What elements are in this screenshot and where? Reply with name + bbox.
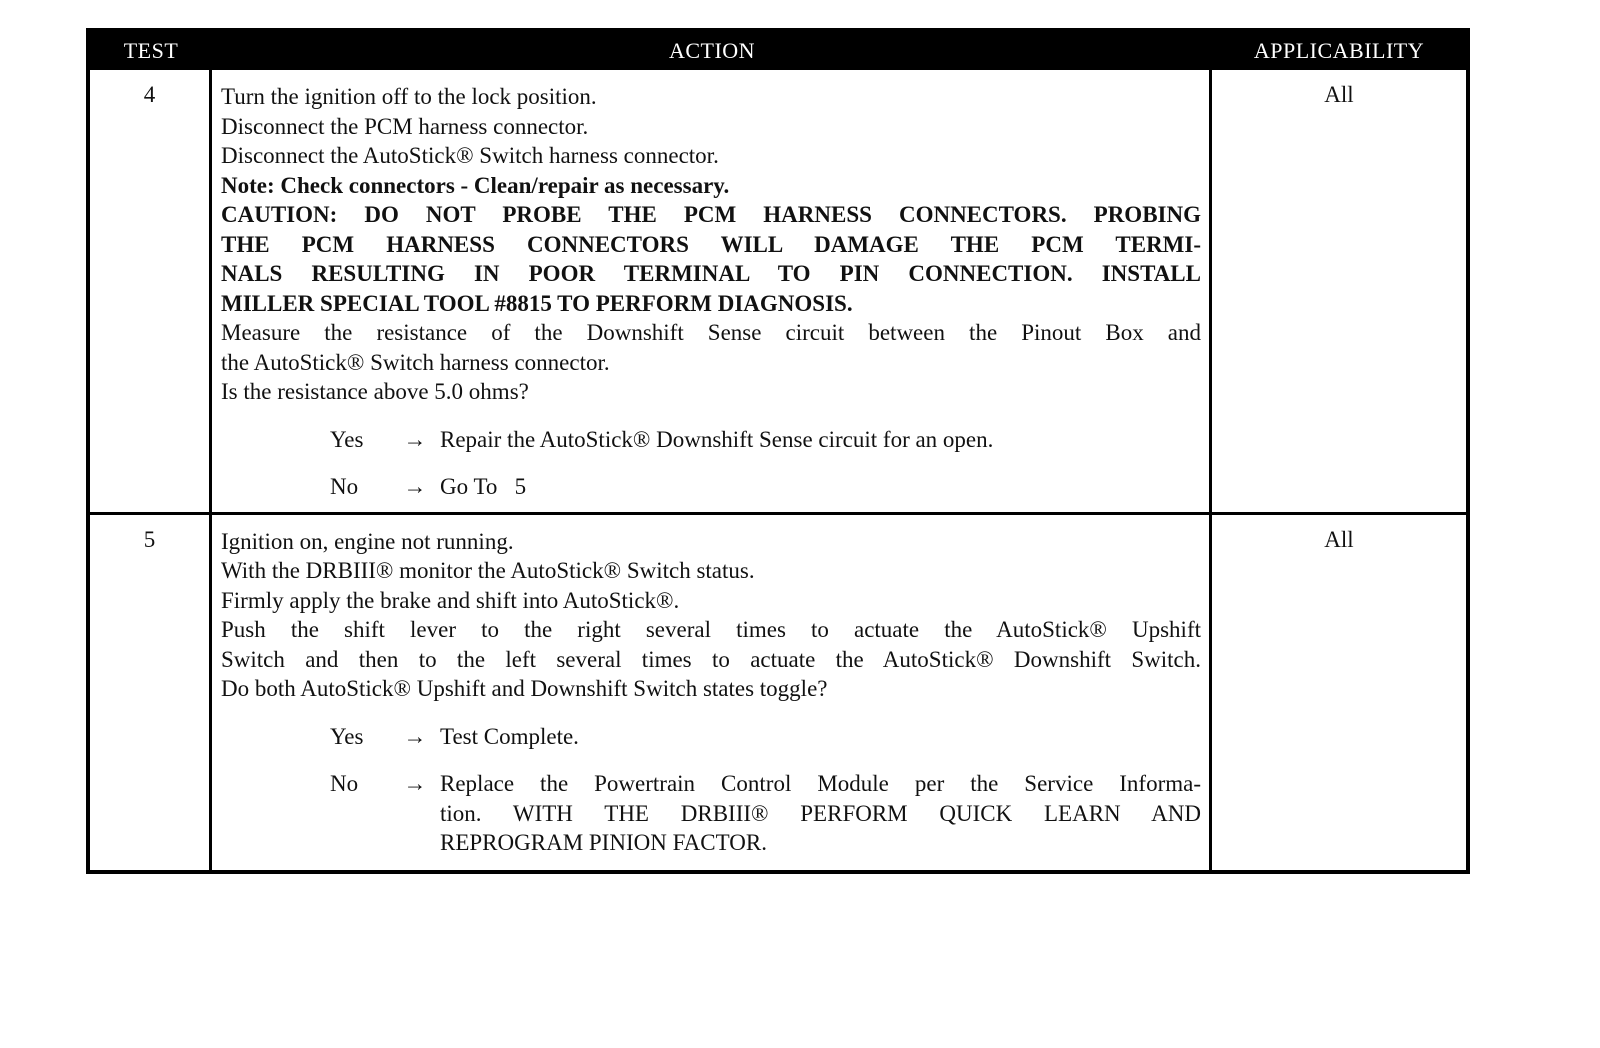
note-line: Note: Check connectors - Clean/repair as necessary. xyxy=(221,172,730,198)
result-text: Go To 5 xyxy=(440,474,527,499)
result-text-line: tion. WITH THE DRBIII® PERFORM QUICK LEARN AND xyxy=(440,800,1201,826)
arrow-icon: → xyxy=(403,426,427,452)
question-line: Is the resistance above 5.0 ohms? xyxy=(221,379,529,404)
result-yes xyxy=(221,425,1201,455)
action-line: Turn the ignition off to the lock position. xyxy=(221,84,597,109)
table-row xyxy=(90,70,1466,512)
action-line: Disconnect the PCM harness connector. xyxy=(221,113,589,139)
arrow-icon: → xyxy=(403,771,427,796)
caution-line: THE PCM HARNESS CONNECTORS WILL DAMAGE THE PCM TERMI- xyxy=(221,231,1201,257)
test-number: 5 xyxy=(90,515,212,870)
answer-label: No xyxy=(330,474,359,499)
result-no xyxy=(221,769,1201,858)
action-line: Ignition on, engine not running. xyxy=(221,528,514,554)
caution-line: MILLER SPECIAL TOOL #8815 TO PERFORM DIAGNOSIS. xyxy=(221,290,853,316)
table-header xyxy=(90,32,1466,70)
result-text xyxy=(440,769,1201,858)
action-cell xyxy=(212,70,1212,512)
table-row xyxy=(90,512,1466,870)
action-cell xyxy=(212,515,1212,870)
result-text: Repair the AutoStick® Downshift Sense circuit for an open. xyxy=(440,426,994,452)
diagnostic-table xyxy=(86,28,1470,874)
header-test: TEST xyxy=(123,38,179,63)
arrow-icon: → xyxy=(403,474,427,499)
result-text-line: REPROGRAM PINION FACTOR. xyxy=(440,830,767,855)
caution-line: NALS RESULTING IN POOR TERMINAL TO PIN CONNECTION. INSTALL xyxy=(221,261,1201,286)
header-action: ACTION xyxy=(668,38,756,63)
answer-label: No xyxy=(330,771,359,796)
action-line: Push the shift lever to the right several times to actuate the AutoStick® Upshift xyxy=(221,617,1201,642)
result-yes xyxy=(221,722,1201,752)
result-no xyxy=(221,472,1201,502)
question-line: Do both AutoStick® Upshift and Downshift Switch states toggle? xyxy=(221,676,828,701)
answer-label: Yes xyxy=(330,426,364,452)
result-text-line: Replace the Powertrain Control Module per the Service Informa- xyxy=(440,771,1201,796)
applicability-cell: All xyxy=(1324,526,1354,552)
action-line: the AutoStick® Switch harness connector. xyxy=(221,349,610,375)
arrow-icon: → xyxy=(403,723,427,749)
result-text: Test Complete. xyxy=(440,723,579,749)
action-line: Disconnect the AutoStick® Switch harness connector. xyxy=(221,143,719,168)
answer-label: Yes xyxy=(330,723,364,749)
action-line: Measure the resistance of the Downshift Sense circuit between the Pinout Box and xyxy=(221,320,1201,345)
applicability-cell: All xyxy=(1324,82,1354,107)
action-line: Firmly apply the brake and shift into AutoStick®. xyxy=(221,587,680,613)
action-line: With the DRBIII® monitor the AutoStick® Switch status. xyxy=(221,558,755,583)
action-line: Switch and then to the left several times to actuate the AutoStick® Downshift Switch. xyxy=(221,646,1201,672)
caution-line: CAUTION: DO NOT PROBE THE PCM HARNESS CONNECTORS. PROBING xyxy=(221,202,1201,227)
test-number: 4 xyxy=(90,70,212,512)
header-applicability: APPLICABILITY xyxy=(1253,38,1425,63)
